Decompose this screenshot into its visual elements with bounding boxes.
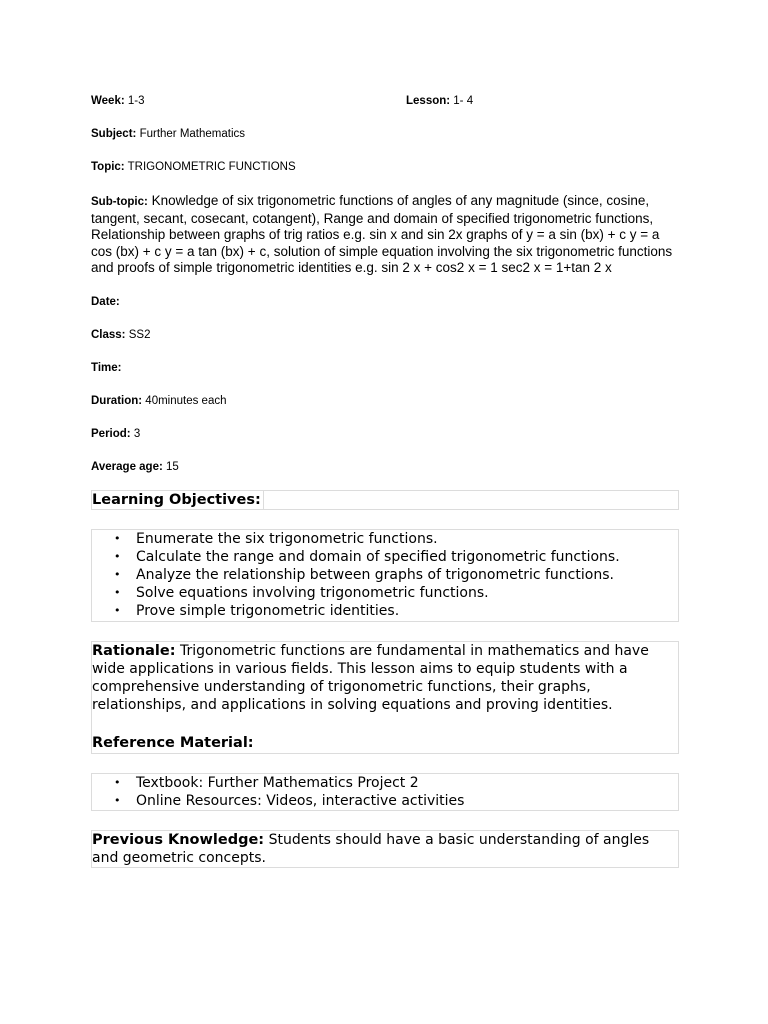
previous-knowledge-paragraph: Previous Knowledge: Students should have a basic understanding of angles and geometric concepts. — [92, 831, 650, 866]
list-item: • Enumerate the six trigonometric functions. — [92, 530, 678, 548]
list-item: • Analyze the relationship between graphs of trigonometric functions. — [92, 566, 678, 584]
learning-objectives-heading: Learning Objectives: — [92, 491, 264, 510]
duration-field: Duration: 40minutes each — [91, 394, 227, 407]
class-field: Class: SS2 — [91, 328, 151, 341]
average-age-field: Average age: 15 — [91, 460, 179, 473]
list-item: • Online Resources: Videos, interactive activities — [92, 792, 678, 810]
rationale-paragraph: Rationale: Trigonometric functions are fundamental in mathematics and have wide applications in various fields. This lesson aims to equip students with a comprehensive understanding of trigonometric functions, their graphs, relationships, and applications in solving equations and proving identities. — [92, 642, 649, 714]
time-field: Time: — [91, 361, 122, 374]
reference-material-list-box — [91, 773, 679, 811]
reference-material-list — [92, 774, 678, 810]
list-item: • Solve equations involving trigonometric functions. — [92, 584, 678, 602]
period-field: Period: 3 — [91, 427, 141, 440]
subject-field: Subject: Further Mathematics — [91, 128, 246, 140]
week-field: Week: 1-3 — [91, 95, 145, 107]
date-field: Date: — [91, 295, 120, 308]
reference-material-heading: Reference Material: — [92, 734, 254, 751]
list-item: • Calculate the range and domain of specified trigonometric functions. — [92, 548, 678, 566]
list-item: • Prove simple trigonometric identities. — [92, 602, 678, 620]
list-item: • Textbook: Further Mathematics Project 2 — [92, 774, 678, 792]
lesson-plan-document — [91, 94, 679, 868]
subtopic-field: Sub-topic: Knowledge of six trigonometric functions of angles of any magnitude (since, cosine, tangent, secant, cosecant, cotangent), Range and domain of specified trigonometric functions, Relationship between graphs of trig ratios e.g. sin x and sin 2x graphs of y = a sin (bx) + c y = a cos (bx) + c y = a tan (bx) + c, solution of simple equation involving the six trigonometric functions and proofs of simple trigonometric identities e.g. sin 2 x + cos2 x = 1 sec2 x = 1+tan 2 x — [91, 193, 673, 275]
rationale-box — [91, 641, 679, 754]
learning-objectives-list-box — [91, 529, 679, 622]
topic-field: Topic: TRIGONOMETRIC FUNCTIONS — [91, 161, 296, 173]
learning-objectives-list — [92, 530, 678, 620]
week-lesson-row — [91, 94, 679, 109]
lesson-field: Lesson: 1- 4 — [406, 95, 474, 107]
previous-knowledge-box — [91, 830, 679, 869]
learning-objectives-heading-box — [91, 490, 679, 510]
